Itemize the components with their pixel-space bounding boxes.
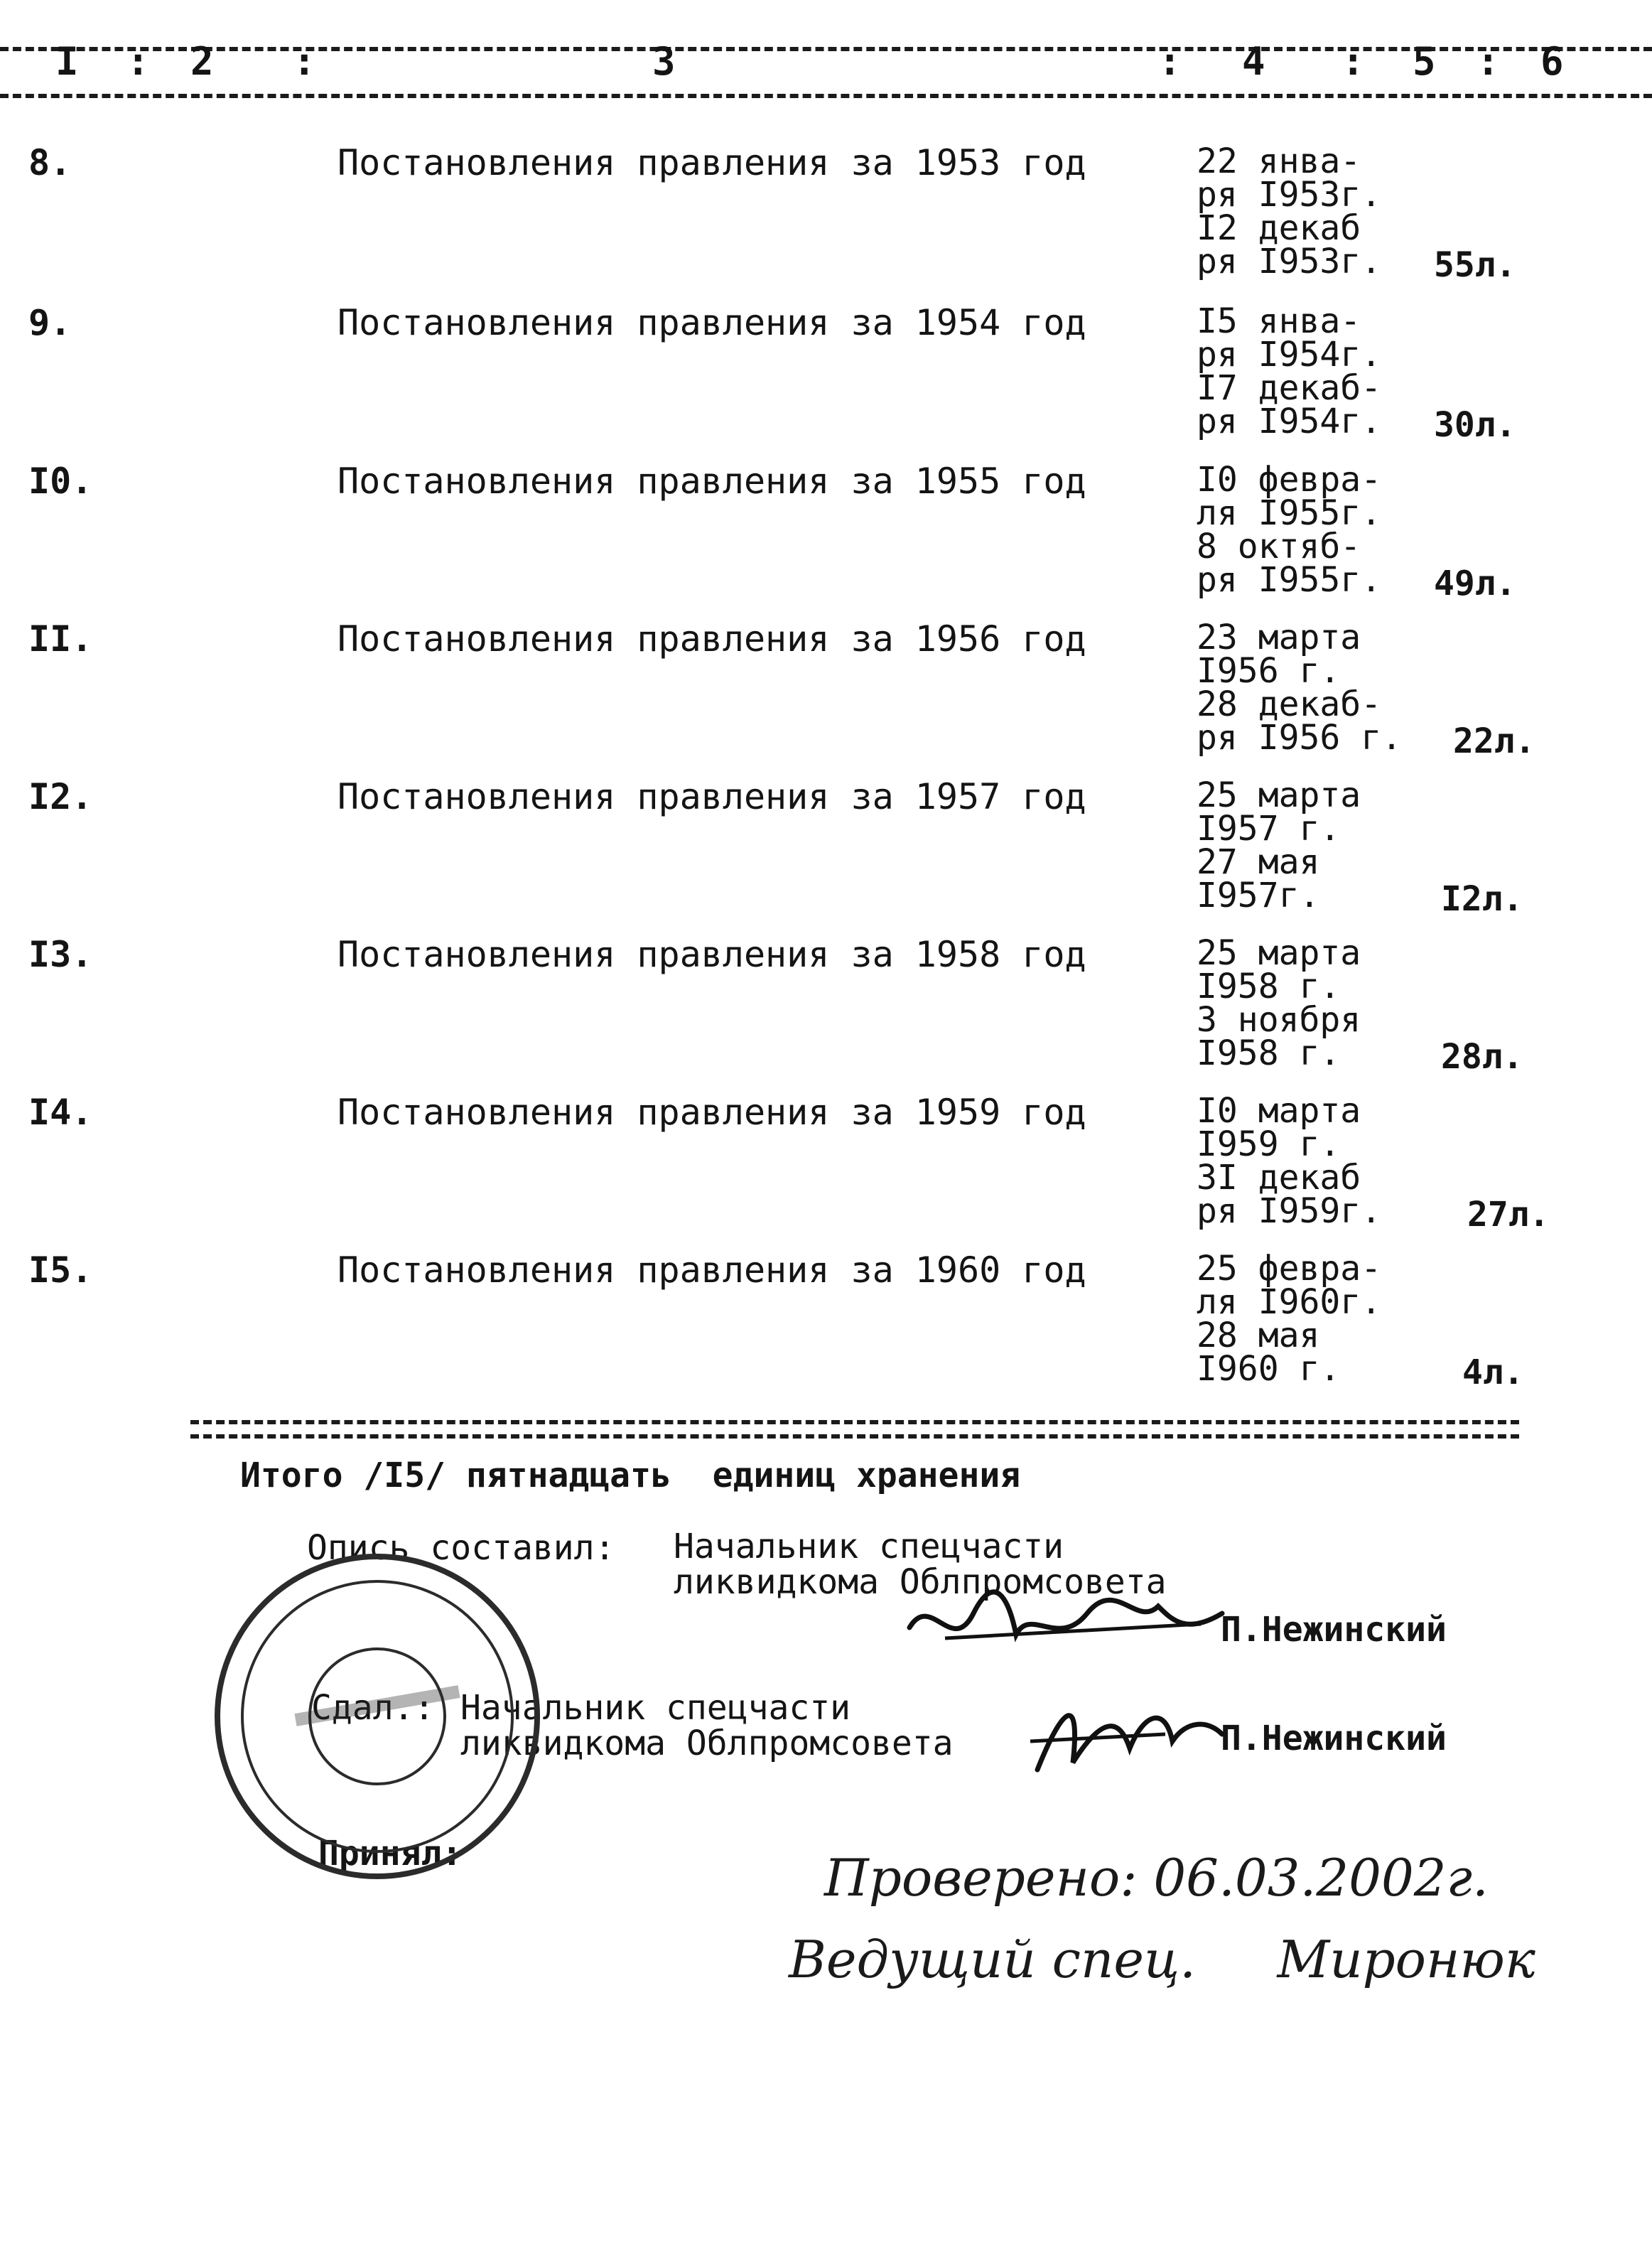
signature-handed	[1023, 1684, 1236, 1784]
col-sep: :	[1341, 39, 1365, 84]
total-line: Итого /I5/ пятнадцать единиц хранения	[240, 1456, 1021, 1495]
row-title: Постановления правления за 1958 год	[338, 934, 1086, 975]
row-sheets: 4л.	[1462, 1353, 1524, 1392]
row-sheets: 27л.	[1467, 1195, 1550, 1235]
row-sheets: I2л.	[1441, 879, 1523, 919]
row-title: Постановления правления за 1956 год	[338, 618, 1086, 660]
header-bottom-rule	[0, 94, 1652, 98]
row-number: I0.	[28, 461, 93, 502]
row-dates: I5 янва- ря I954г. I7 декаб- ря I954г.	[1197, 301, 1382, 441]
table-bottom-rule	[190, 1434, 1519, 1439]
compiled-role: Начальник спецчасти	[674, 1527, 1064, 1566]
compiled-role: ликвидкома Облпромсовета	[674, 1562, 1167, 1602]
row-sheets: 55л.	[1434, 245, 1516, 285]
handwritten-signoff-line: Ведущий спец. Миронюк	[789, 1930, 1535, 1989]
row-sheets: 30л.	[1434, 405, 1516, 445]
row-title: Постановления правления за 1960 год	[338, 1249, 1086, 1291]
handed-role: ликвидкома Облпромсовета	[460, 1724, 954, 1763]
row-dates: 25 марта I958 г. 3 ноября I958 г.	[1197, 933, 1361, 1073]
col-header-4: 4	[1242, 39, 1265, 84]
col-header-6: 6	[1540, 39, 1564, 84]
row-dates: I0 марта I959 г. 3I декаб ря I959г.	[1197, 1091, 1382, 1231]
signature-compiled	[902, 1585, 1229, 1663]
col-header-5: 5	[1413, 39, 1436, 84]
handed-name: П.Нежинский	[1221, 1719, 1447, 1758]
table-bottom-rule	[190, 1420, 1519, 1424]
row-dates: 25 февра- ля I960г. 28 мая I960 г.	[1197, 1249, 1382, 1389]
row-number: I3.	[28, 934, 93, 975]
row-dates: I0 февра- ля I955г. 8 октяб- ря I955г.	[1197, 460, 1382, 600]
received-label: Принял:	[318, 1834, 463, 1873]
row-title: Постановления правления за 1953 год	[338, 142, 1086, 183]
row-title: Постановления правления за 1955 год	[338, 461, 1086, 502]
row-sheets: 49л.	[1434, 564, 1516, 603]
row-number: I5.	[28, 1249, 93, 1291]
col-header-1: I	[55, 39, 79, 84]
col-sep: :	[126, 39, 150, 84]
col-header-2: 2	[190, 39, 214, 84]
handwritten-check-line: Проверено: 06.03.2002г.	[824, 1848, 1489, 1908]
row-dates: 23 марта I956 г. 28 декаб- ря I956 г.	[1197, 618, 1402, 758]
row-number: 8.	[28, 142, 72, 183]
row-number: II.	[28, 618, 93, 660]
col-sep: :	[1476, 39, 1500, 84]
row-title: Постановления правления за 1954 год	[338, 302, 1086, 343]
row-number: I4.	[28, 1092, 93, 1133]
row-sheets: 28л.	[1441, 1037, 1523, 1077]
row-dates: 22 янва- ря I953г. I2 декаб ря I953г.	[1197, 141, 1382, 281]
col-header-3: 3	[652, 39, 676, 84]
row-sheets: 22л.	[1453, 721, 1535, 761]
round-seal	[210, 1549, 544, 1883]
row-dates: 25 марта I957 г. 27 мая I957г.	[1197, 775, 1361, 915]
col-sep: :	[293, 39, 316, 84]
col-sep: :	[1158, 39, 1182, 84]
row-number: I2.	[28, 776, 93, 817]
header-top-rule	[0, 47, 1652, 51]
compiled-label: Опись составил:	[307, 1528, 615, 1568]
row-title: Постановления правления за 1959 год	[338, 1092, 1086, 1133]
compiled-name: П.Нежинский	[1221, 1610, 1447, 1650]
row-number: 9.	[28, 302, 72, 343]
row-title: Постановления правления за 1957 год	[338, 776, 1086, 817]
handed-label: Сдал.:	[311, 1688, 435, 1728]
handed-role: Начальник спецчасти	[460, 1688, 851, 1728]
